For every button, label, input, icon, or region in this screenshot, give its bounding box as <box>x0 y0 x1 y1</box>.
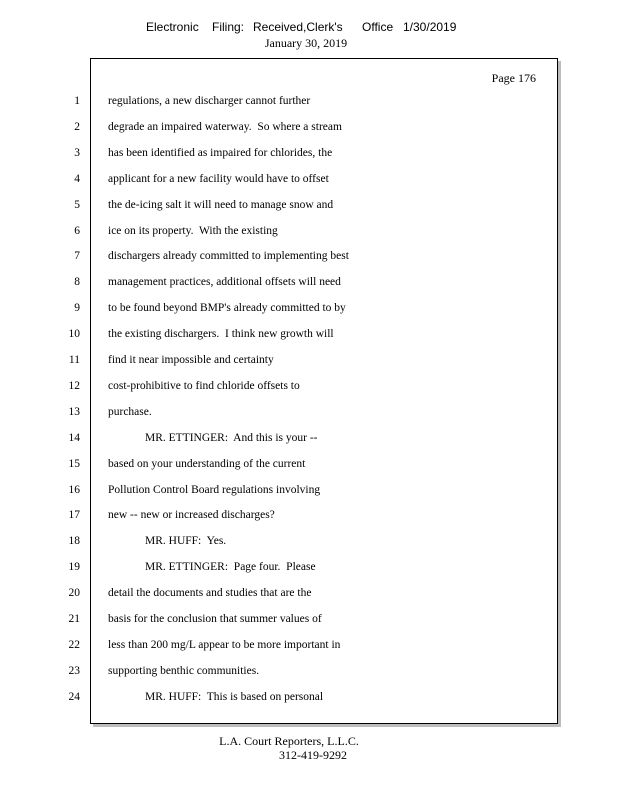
line-number: 17 <box>68 509 80 522</box>
line-text: MR. ETTINGER: And this is your -- <box>145 431 318 444</box>
stamp-office: Office <box>362 20 394 34</box>
line-text: dischargers already committed to implementing best <box>108 250 349 263</box>
stamp-date: 1/30/2019 <box>403 20 457 34</box>
transcript-line <box>0 276 600 292</box>
transcript-line <box>0 432 600 448</box>
line-number: 10 <box>68 328 80 341</box>
line-text: management practices, additional offsets will need <box>108 276 341 289</box>
line-number: 8 <box>74 276 80 289</box>
stamp-received: Received,Clerk's <box>253 20 343 34</box>
transcript-line <box>0 639 600 655</box>
transcript-line <box>0 225 600 241</box>
line-text: basis for the conclusion that summer values of <box>108 613 322 625</box>
line-number: 9 <box>74 302 80 315</box>
line-number: 24 <box>68 690 80 703</box>
line-number: 11 <box>68 354 80 366</box>
line-number: 21 <box>68 613 80 625</box>
transcript-line <box>0 173 600 189</box>
line-number: 3 <box>74 146 80 159</box>
transcript-line <box>0 535 600 551</box>
line-text: MR. ETTINGER: Page four. Please <box>145 561 316 574</box>
line-number: 12 <box>68 379 80 392</box>
line-number: 22 <box>68 638 80 651</box>
line-text: ice on its property. With the existing <box>108 224 278 237</box>
line-text: cost-prohibitive to find chloride offsets to <box>108 379 300 392</box>
transcript-line <box>0 147 600 163</box>
transcript-line <box>0 302 600 318</box>
line-text: to be found beyond BMP's already committed to by <box>108 302 346 315</box>
line-text: regulations, a new discharger cannot further <box>108 95 311 107</box>
footer-phone: 312-419-9292 <box>279 748 347 762</box>
line-number: 23 <box>68 664 80 677</box>
line-text: MR. HUFF: This is based on personal <box>145 690 324 703</box>
transcript-line <box>0 380 600 396</box>
transcript-line <box>0 509 600 525</box>
line-text: the existing dischargers. I think new growth will <box>108 328 334 341</box>
transcript-line <box>0 354 600 370</box>
line-text: applicant for a new facility would have to offset <box>108 172 329 185</box>
transcript-line <box>0 458 600 474</box>
line-number: 18 <box>68 535 80 548</box>
transcript-line <box>0 328 600 344</box>
transcript-line <box>0 95 600 111</box>
filing-date-line: January 30, 2019 <box>264 36 348 50</box>
line-text: less than 200 mg/L appear to be more important in <box>108 638 341 651</box>
line-text: purchase. <box>108 405 152 418</box>
line-number: 19 <box>68 561 80 574</box>
line-text: has been identified as impaired for chlorides, the <box>108 146 333 159</box>
line-text: MR. HUFF: Yes. <box>145 535 227 548</box>
line-text: degrade an impaired waterway. So where a stream <box>108 120 342 133</box>
line-number: 4 <box>74 172 80 185</box>
line-number: 20 <box>68 587 80 600</box>
transcript-line <box>0 484 600 500</box>
transcript-line <box>0 613 600 629</box>
line-text: detail the documents and studies that are the <box>108 587 312 600</box>
line-number: 16 <box>68 483 80 496</box>
line-number: 14 <box>68 431 80 444</box>
line-number: 15 <box>68 457 80 470</box>
line-text: Pollution Control Board regulations involving <box>108 483 321 496</box>
transcript-line <box>0 665 600 681</box>
transcript-line <box>0 121 600 137</box>
line-number: 7 <box>74 250 80 263</box>
line-text: supporting benthic communities. <box>108 664 260 677</box>
line-text: new -- new or increased discharges? <box>108 509 275 522</box>
line-number: 1 <box>74 95 80 107</box>
page-number: Page 176 <box>491 71 536 85</box>
line-number: 13 <box>68 405 80 418</box>
line-text: find it near impossible and certainty <box>108 354 274 366</box>
line-text: based on your understanding of the current <box>108 457 306 470</box>
transcript-line <box>0 406 600 422</box>
transcript-line <box>0 250 600 266</box>
line-number: 2 <box>74 120 80 133</box>
footer-company: L.A. Court Reporters, L.L.C. <box>219 734 359 748</box>
stamp-electronic: Electronic <box>146 20 199 34</box>
transcript-line <box>0 561 600 577</box>
line-number: 6 <box>74 224 80 237</box>
transcript-line <box>0 199 600 215</box>
transcript-line <box>0 691 600 707</box>
line-text: the de-icing salt it will need to manage snow and <box>108 198 334 211</box>
line-number: 5 <box>74 198 80 211</box>
stamp-filing: Filing: <box>212 20 245 34</box>
transcript-line <box>0 587 600 603</box>
